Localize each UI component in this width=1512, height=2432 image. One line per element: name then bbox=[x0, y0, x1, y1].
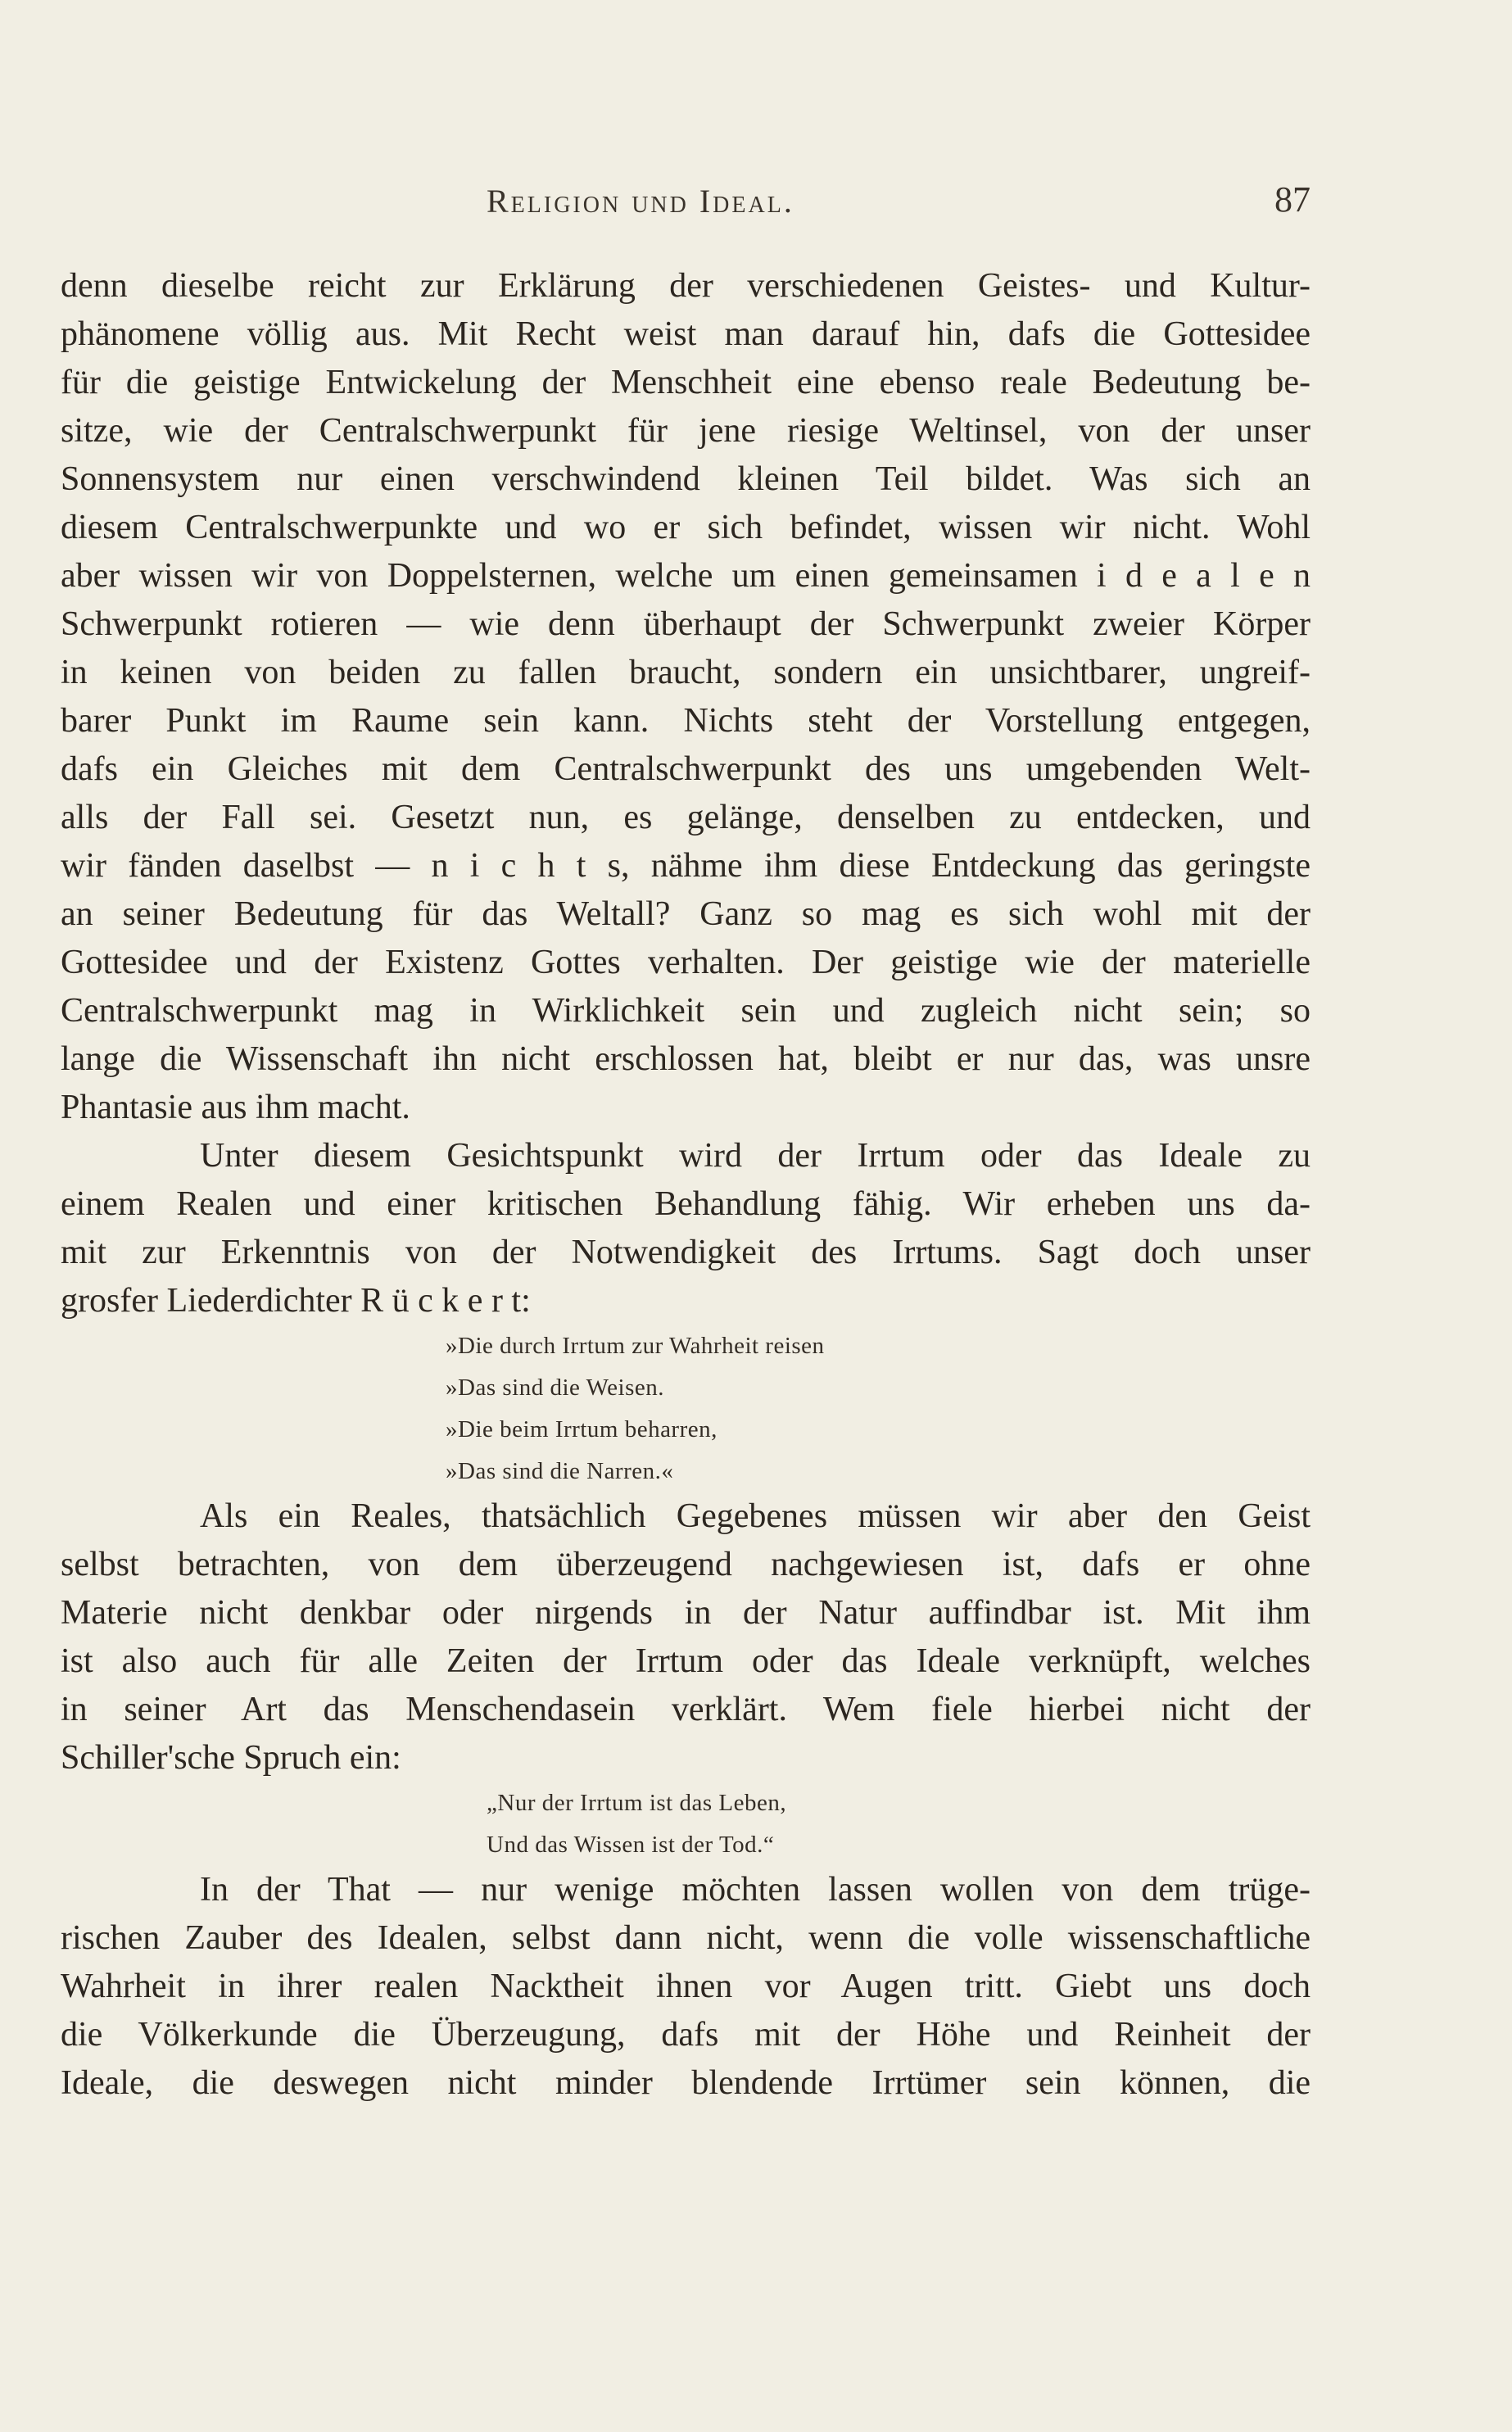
poem-line: „Nur der Irrtum ist das Leben, bbox=[487, 1790, 787, 1816]
text-line: die Völkerkunde die Überzeugung, dafs mit der Höhe und Reinheit der bbox=[61, 2016, 1311, 2054]
text-line: in seiner Art das Menschendasein verklärt. Wem fiele hierbei nicht der bbox=[61, 1691, 1311, 1728]
text-line: Unter diesem Gesichtspunkt wird der Irrtum oder das Ideale zu bbox=[200, 1137, 1311, 1175]
text-line: einem Realen und einer kritischen Behandlung fähig. Wir erheben uns da- bbox=[61, 1185, 1311, 1223]
text-line: Als ein Reales, thatsächlich Gegebenes müssen wir aber den Geist bbox=[200, 1497, 1311, 1535]
paragraph-2 bbox=[61, 1132, 1311, 1325]
text-line: mit zur Erkenntnis von der Notwendigkeit des Irrtums. Sagt doch unser bbox=[61, 1234, 1311, 1271]
paragraph-3 bbox=[61, 1492, 1311, 1782]
text-line: denn dieselbe reicht zur Erklärung der verschiedenen Geistes- und Kultur- bbox=[61, 267, 1311, 305]
text-line: an seiner Bedeutung für das Weltall? Ganz so mag es sich wohl mit der bbox=[61, 895, 1311, 933]
text-line: Schwerpunkt rotieren — wie denn überhaupt der Schwerpunkt zweier Körper bbox=[61, 605, 1311, 643]
poem-line: »Die beim Irrtum beharren, bbox=[446, 1416, 718, 1442]
text-line: Materie nicht denkbar oder nirgends in der Natur auffindbar ist. Mit ihm bbox=[61, 1594, 1311, 1632]
text-line: dafs ein Gleiches mit dem Centralschwerpunkt des uns umgebenden Welt- bbox=[61, 750, 1311, 788]
poem-line: »Das sind die Narren.« bbox=[446, 1458, 674, 1484]
poem-line: »Die durch Irrtum zur Wahrheit reisen bbox=[446, 1333, 825, 1359]
text-line: Gottesidee und der Existenz Gottes verhalten. Der geistige wie der materielle bbox=[61, 944, 1311, 981]
text-line: diesem Centralschwerpunkte und wo er sich befindet, wissen wir nicht. Wohl bbox=[61, 509, 1311, 546]
text-line: aber wissen wir von Doppelsternen, welche um einen gemeinsamen i d e a l e n bbox=[61, 557, 1311, 595]
poem-line: »Das sind die Weisen. bbox=[446, 1375, 664, 1401]
text-line: alls der Fall sei. Gesetzt nun, es gelänge, denselben zu entdecken, und bbox=[61, 799, 1311, 836]
poem-line: Und das Wissen ist der Tod.“ bbox=[487, 1832, 775, 1858]
text-line: wir fänden daselbst — n i c h t s, nähme ihm diese Entdeckung das geringste bbox=[61, 847, 1311, 885]
paragraph-4 bbox=[61, 1866, 1311, 2108]
text-line: grosfer Liederdichter R ü c k e r t: bbox=[61, 1282, 531, 1320]
paragraph-1 bbox=[61, 262, 1311, 1132]
text-line: in keinen von beiden zu fallen braucht, sondern ein unsichtbarer, ungreif- bbox=[61, 654, 1311, 691]
text-line: rischen Zauber des Idealen, selbst dann nicht, wenn die volle wissenschaftliche bbox=[61, 1919, 1311, 1957]
text-line: phänomene völlig aus. Mit Recht weist man darauf hin, dafs die Gottesidee bbox=[61, 315, 1311, 353]
rueckert-quote bbox=[61, 1325, 1311, 1492]
text-line: Wahrheit in ihrer realen Nacktheit ihnen vor Augen tritt. Giebt uns doch bbox=[61, 1968, 1311, 2005]
schiller-quote bbox=[61, 1782, 1311, 1866]
page-header bbox=[61, 179, 1311, 231]
text-line: In der That — nur wenige möchten lassen wollen von dem trüge- bbox=[200, 1871, 1311, 1909]
text-line: ist also auch für alle Zeiten der Irrtum oder das Ideale verknüpft, welches bbox=[61, 1642, 1311, 1680]
running-title: Religion und Ideal. bbox=[487, 183, 794, 220]
text-line: lange die Wissenschaft ihn nicht erschlossen hat, bleibt er nur das, was unsre bbox=[61, 1040, 1311, 1078]
text-line: Centralschwerpunkt mag in Wirklichkeit sein und zugleich nicht sein; so bbox=[61, 992, 1311, 1030]
text-line: Schiller'sche Spruch ein: bbox=[61, 1739, 401, 1777]
text-line: barer Punkt im Raume sein kann. Nichts steht der Vorstellung entgegen, bbox=[61, 702, 1311, 740]
text-line: Ideale, die deswegen nicht minder blendende Irrtümer sein können, die bbox=[61, 2064, 1311, 2102]
text-line: Sonnensystem nur einen verschwindend kleinen Teil bildet. Was sich an bbox=[61, 460, 1311, 498]
page-number: 87 bbox=[1274, 179, 1311, 220]
text-line: sitze, wie der Centralschwerpunkt für jene riesige Weltinsel, von der unser bbox=[61, 412, 1311, 450]
text-line: selbst betrachten, von dem überzeugend nachgewiesen ist, dafs er ohne bbox=[61, 1546, 1311, 1583]
text-line: Phantasie aus ihm macht. bbox=[61, 1089, 410, 1126]
body-text bbox=[61, 262, 1311, 2108]
text-line: für die geistige Entwickelung der Menschheit eine ebenso reale Bedeutung be- bbox=[61, 364, 1311, 401]
